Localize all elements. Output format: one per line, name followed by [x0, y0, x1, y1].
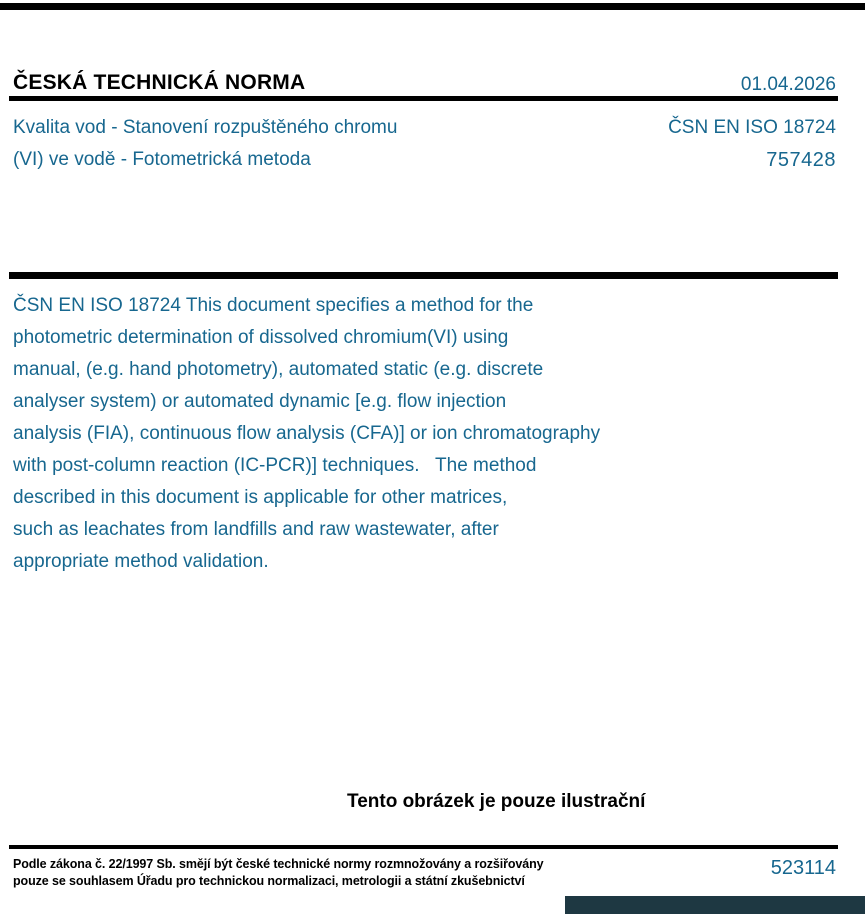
- footer-rule: [9, 845, 838, 849]
- abstract-line: appropriate method validation.: [13, 551, 269, 572]
- abstract-line: described in this document is applicable for other matrices,: [13, 487, 508, 508]
- abstract-line: such as leachates from landfills and raw wastewater, after: [13, 519, 499, 540]
- header-rule: [9, 96, 838, 101]
- standard-title-line-1: Kvalita vod - Stanovení rozpuštěného chromu: [13, 117, 398, 138]
- standard-title-line-2: (VI) ve vodě - Fotometrická metoda: [13, 149, 311, 170]
- standard-class-number: 757428: [766, 149, 836, 171]
- abstract-line: ČSN EN ISO 18724 This document specifies a method for the: [13, 295, 534, 316]
- footer-legal-text: [13, 856, 544, 890]
- abstract-line: analysis (FIA), continuous flow analysis (CFA)] or ion chromatography: [13, 423, 601, 444]
- separator-rule: [9, 272, 838, 279]
- abstract-line: analyser system) or automated dynamic [e.g. flow injection: [13, 391, 507, 412]
- illustration-note: Tento obrázek je pouze ilustrační: [347, 791, 646, 812]
- order-number: 523114: [770, 857, 836, 879]
- abstract-line: with post-column reaction (IC-PCR)] techniques. The method: [13, 455, 537, 476]
- abstract-line: photometric determination of dissolved chromium(VI) using: [13, 327, 509, 348]
- standard-designation: ČSN EN ISO 18724: [668, 117, 836, 138]
- abstract-line: manual, (e.g. hand photometry), automated static (e.g. discrete: [13, 359, 544, 380]
- issue-date: 01.04.2026: [740, 74, 836, 95]
- masthead-title: ČESKÁ TECHNICKÁ NORMA: [13, 71, 306, 94]
- footer-legal-line-1: Podle zákona č. 22/1997 Sb. smějí být české technické normy rozmnožovány a rozšiřovány: [13, 857, 544, 871]
- redaction-bar: [565, 896, 865, 914]
- footer-legal-line-2: pouze se souhlasem Úřadu pro technickou normalizaci, metrologii a státní zkušebnictví: [13, 874, 525, 888]
- top-bar: [0, 3, 865, 10]
- abstract-text: [13, 290, 600, 578]
